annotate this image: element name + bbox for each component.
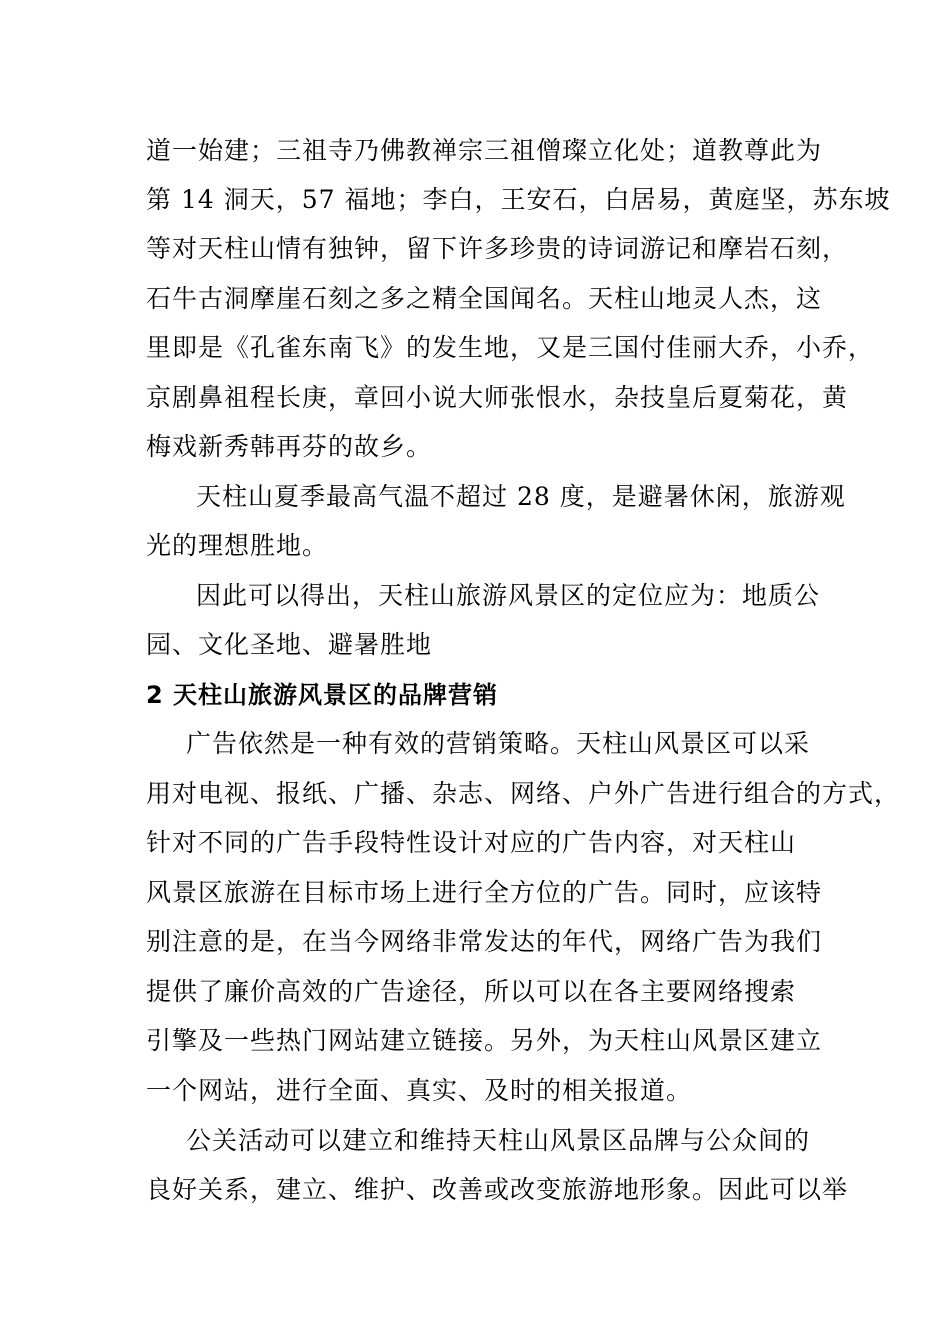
text-line: 里即是《孔雀东南飞》的发生地，又是三国付佳丽大乔，小乔， — [146, 333, 875, 362]
text-line: 引擎及一些热门网站建立链接。另外，为天柱山风景区建立 — [146, 1026, 823, 1055]
text-line: 用对电视、报纸、广播、杂志、网络、户外广告进行组合的方式， — [146, 779, 901, 808]
paragraph-first-line: 公关活动可以建立和维持天柱山风景区品牌与公众间的 — [186, 1126, 811, 1155]
text-line: 良好关系，建立、维护、改善或改变旅游地形象。因此可以举 — [146, 1175, 849, 1204]
text-line: 第 14 洞天，57 福地；李白，王安石，白居易，黄庭坚，苏东坡 — [146, 185, 891, 214]
text-line: 园、文化圣地、避暑胜地 — [146, 630, 433, 659]
text-line: 等对天柱山情有独钟，留下许多珍贵的诗词游记和摩岩石刻， — [146, 234, 849, 263]
section-heading: 2 天柱山旅游风景区的品牌营销 — [146, 681, 499, 709]
text-line: 别注意的是，在当今网络非常发达的年代，网络广告为我们 — [146, 927, 823, 956]
text-line: 石牛古洞摩崖石刻之多之精全国闻名。天柱山地灵人杰，这 — [146, 284, 823, 313]
text-line: 道一始建；三祖寺乃佛教禅宗三祖僧璨立化处；道教尊此为 — [146, 136, 823, 165]
text-line: 光的理想胜地。 — [146, 531, 329, 560]
paragraph-first-line: 天柱山夏季最高气温不超过 28 度，是避暑休闲，旅游观 — [196, 482, 846, 511]
text-line: 风景区旅游在目标市场上进行全方位的广告。同时，应该特 — [146, 878, 823, 907]
text-line: 一个网站，进行全面、真实、及时的相关报道。 — [146, 1076, 693, 1105]
paragraph-first-line: 因此可以得出，天柱山旅游风景区的定位应为：地质公 — [196, 581, 821, 610]
text-line: 梅戏新秀韩再芬的故乡。 — [146, 432, 433, 461]
text-line: 针对不同的广告手段特性设计对应的广告内容，对天柱山 — [146, 828, 797, 857]
text-line: 提供了廉价高效的广告途径，所以可以在各主要网络搜索 — [146, 977, 797, 1006]
paragraph-first-line: 广告依然是一种有效的营销策略。天柱山风景区可以采 — [186, 729, 811, 758]
text-line: 京剧鼻祖程长庚，章回小说大师张恨水，杂技皇后夏菊花，黄 — [146, 383, 849, 412]
